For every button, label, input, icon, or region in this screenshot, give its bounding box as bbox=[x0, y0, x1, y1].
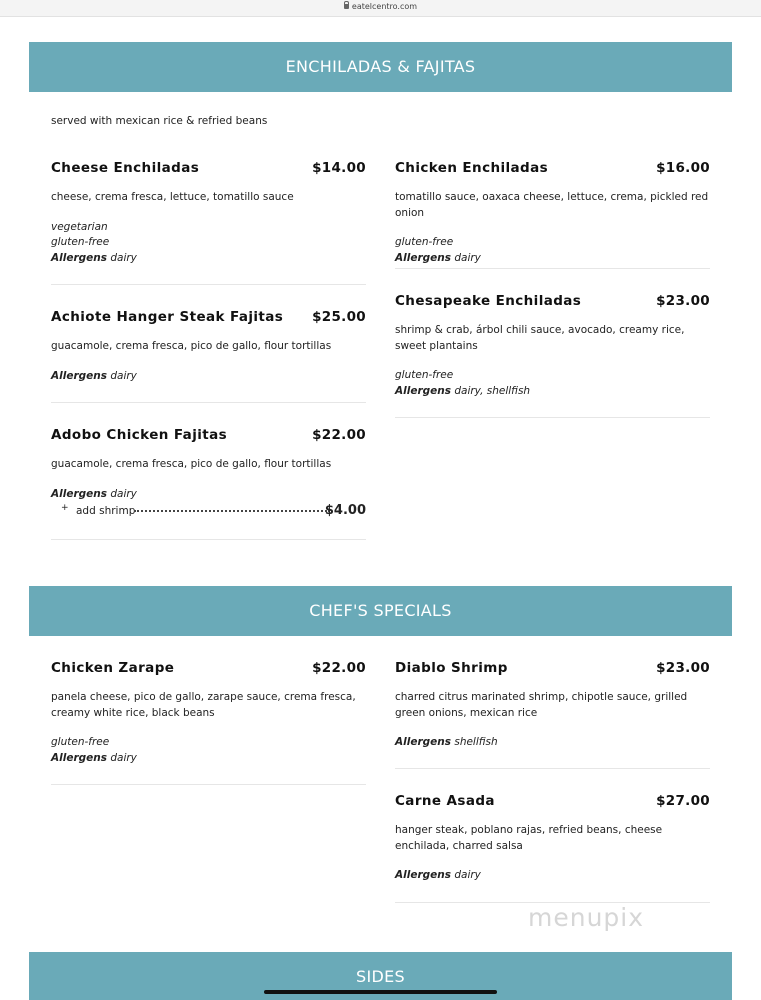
allergens-value: shellfish bbox=[454, 736, 498, 748]
item-description: guacamole, crema fresca, pico de gallo, flour tortillas bbox=[51, 340, 332, 352]
item-allergens bbox=[395, 868, 710, 884]
allergens-value: dairy bbox=[454, 251, 481, 264]
addon-label: add shrimp bbox=[76, 505, 136, 517]
item-divider bbox=[395, 268, 710, 269]
item-name: Adobo Chicken Fajitas bbox=[51, 427, 228, 443]
allergens-label: Allergens bbox=[51, 751, 107, 764]
item-name: Achiote Hanger Steak Fajitas bbox=[51, 309, 284, 325]
dot-leader bbox=[134, 510, 330, 512]
browser-url-bar[interactable] bbox=[0, 0, 761, 17]
section-note: served with mexican rice & refried beans bbox=[51, 115, 268, 127]
allergens-value: dairy bbox=[110, 751, 137, 764]
item-allergens bbox=[395, 735, 710, 751]
item-name: Carne Asada bbox=[395, 793, 495, 809]
item-name: Chicken Zarape bbox=[51, 660, 175, 676]
item-tag: gluten-free bbox=[51, 236, 110, 248]
item-divider bbox=[51, 539, 366, 540]
allergens-label: Allergens bbox=[395, 736, 451, 748]
allergens-value: dairy bbox=[110, 369, 137, 382]
menu-item-chicken-zarape bbox=[51, 658, 366, 766]
item-price: $23.00 bbox=[656, 660, 710, 676]
addon-add-shrimp[interactable] bbox=[51, 502, 366, 520]
section-header-sides: SIDES bbox=[29, 952, 732, 1000]
item-divider bbox=[395, 417, 710, 418]
item-tag: vegetarian bbox=[51, 220, 108, 233]
item-description: tomatillo sauce, oaxaca cheese, lettuce, crema, pickled red onion bbox=[395, 191, 709, 219]
allergens-label: Allergens bbox=[51, 369, 107, 382]
menu-item-diablo-shrimp bbox=[395, 658, 710, 751]
item-tag: gluten-free bbox=[395, 369, 454, 381]
menu-item-cheese-enchiladas bbox=[51, 158, 366, 266]
allergens-label: Allergens bbox=[395, 869, 451, 881]
item-price: $27.00 bbox=[656, 793, 710, 809]
allergens-value: dairy bbox=[110, 251, 137, 264]
home-indicator[interactable] bbox=[264, 990, 497, 994]
item-price: $16.00 bbox=[656, 160, 710, 176]
allergens-label: Allergens bbox=[395, 384, 451, 397]
item-allergens bbox=[51, 251, 366, 267]
menu-item-carne-asada bbox=[395, 791, 710, 884]
item-name: Chesapeake Enchiladas bbox=[395, 293, 582, 309]
item-description: panela cheese, pico de gallo, zarape sauce, crema fresca, creamy white rice, black beans bbox=[51, 691, 356, 719]
item-name: Diablo Shrimp bbox=[395, 660, 508, 676]
item-description: shrimp & crab, árbol chili sauce, avocado, creamy rice, sweet plantains bbox=[395, 324, 685, 352]
item-price: $22.00 bbox=[312, 427, 366, 443]
item-allergens bbox=[51, 487, 366, 503]
watermark-logo: menupix bbox=[528, 903, 645, 932]
item-divider bbox=[51, 402, 366, 403]
item-divider bbox=[51, 784, 366, 785]
url-text: eatelcentro.com bbox=[351, 2, 418, 11]
item-tag: gluten-free bbox=[51, 736, 110, 748]
allergens-label: Allergens bbox=[51, 487, 107, 500]
section-header-enchiladas: ENCHILADAS & FAJITAS bbox=[29, 42, 732, 92]
menu-item-chesapeake-enchiladas bbox=[395, 291, 710, 399]
menu-item-adobo-chicken-fajitas bbox=[51, 425, 366, 520]
item-allergens bbox=[51, 369, 366, 385]
item-divider bbox=[51, 284, 366, 285]
allergens-value: dairy, shellfish bbox=[454, 384, 531, 397]
item-allergens bbox=[395, 384, 710, 400]
item-price: $23.00 bbox=[656, 293, 710, 309]
item-description: charred citrus marinated shrimp, chipotle sauce, grilled green onions, mexican rice bbox=[395, 691, 688, 719]
item-description: hanger steak, poblano rajas, refried beans, cheese enchilada, charred salsa bbox=[395, 824, 663, 852]
item-description: cheese, crema fresca, lettuce, tomatillo sauce bbox=[51, 191, 294, 203]
addon-price: $4.00 bbox=[324, 503, 366, 518]
lock-icon bbox=[344, 4, 349, 9]
allergens-label: Allergens bbox=[51, 251, 107, 264]
item-name: Cheese Enchiladas bbox=[51, 160, 200, 176]
item-description: guacamole, crema fresca, pico de gallo, flour tortillas bbox=[51, 458, 332, 470]
item-allergens bbox=[51, 751, 366, 767]
allergens-value: dairy bbox=[110, 487, 137, 500]
item-divider bbox=[395, 768, 710, 769]
item-allergens bbox=[395, 251, 710, 267]
item-price: $25.00 bbox=[312, 309, 366, 325]
item-tag: gluten-free bbox=[395, 236, 454, 248]
item-name: Chicken Enchiladas bbox=[395, 160, 549, 176]
allergens-label: Allergens bbox=[395, 251, 451, 264]
item-price: $14.00 bbox=[312, 160, 366, 176]
allergens-value: dairy bbox=[454, 869, 481, 881]
plus-icon: + bbox=[61, 503, 69, 513]
menu-item-achiote-hanger-steak-fajitas bbox=[51, 307, 366, 384]
section-header-chefs-specials: CHEF'S SPECIALS bbox=[29, 586, 732, 636]
menu-item-chicken-enchiladas bbox=[395, 158, 710, 266]
item-price: $22.00 bbox=[312, 660, 366, 676]
